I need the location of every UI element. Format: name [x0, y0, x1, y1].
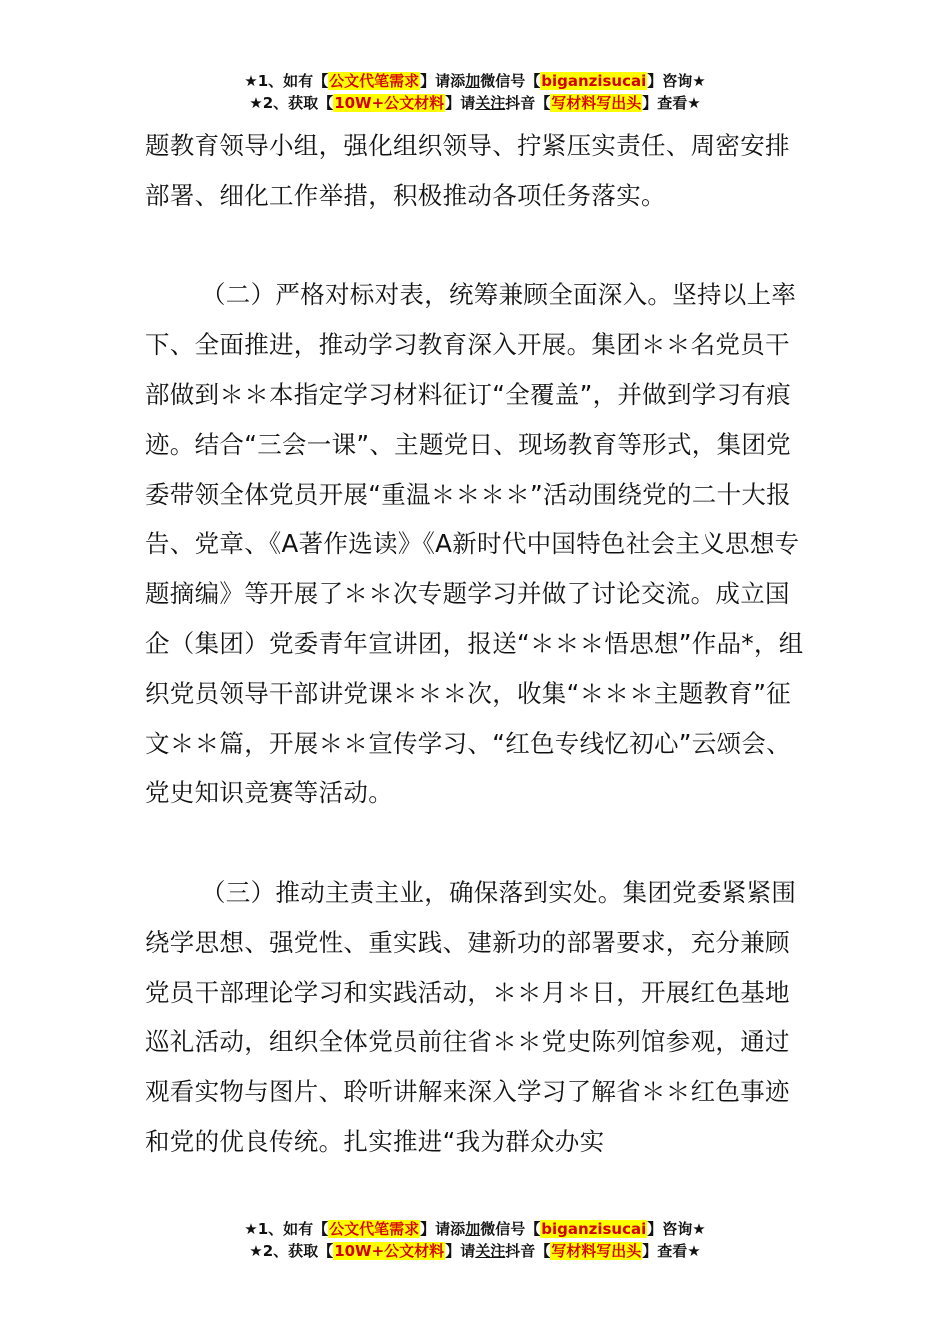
- paragraph-spacer: [145, 818, 810, 868]
- header-banner-line-1: ★1、如有【公文代笔需求】请添加微信号【biganzisucai】咨询★: [244, 72, 706, 90]
- paragraph-3: （三）推动主责主业，确保落到实处。集团党委紧紧围绕学思想、强党性、重实践、建新功的部署要求，充分兼顾党员干部理论学习和实践活动，＊＊月＊日，开展红色基地巡礼活动，组织全体党员前往省＊＊党史陈列馆参观，通过观看实物与图片、聆听讲解来深入学习了解省＊＊红色事迹和党的优良传统。扎实推进“我为群众办实: [145, 877, 797, 1156]
- footer-banner: [0, 1218, 950, 1262]
- document-body: [145, 121, 810, 1167]
- douyin-highlight: 写材料写出头: [551, 1242, 642, 1260]
- douyin-highlight: 写材料写出头: [551, 94, 642, 112]
- materials-highlight: 10W+公文材料: [334, 94, 445, 112]
- header-banner: [0, 70, 950, 114]
- footer-banner-line-1: ★1、如有【公文代笔需求】请添加微信号【biganzisucai】咨询★: [244, 1220, 706, 1238]
- header-banner-line-2: ★2、获取【10W+公文材料】请关注抖音【写材料写出头】查看★: [249, 94, 701, 112]
- service-highlight: 公文代笔需求: [329, 1220, 420, 1238]
- footer-banner-line-2: ★2、获取【10W+公文材料】请关注抖音【写材料写出头】查看★: [249, 1242, 701, 1260]
- service-highlight: 公文代笔需求: [329, 72, 420, 90]
- paragraph-1: 题教育领导小组，强化组织领导、拧紧压实责任、周密安排部署、细化工作举措，积极推动各项任务落实。: [145, 131, 790, 210]
- paragraph-spacer: [145, 221, 810, 271]
- materials-highlight: 10W+公文材料: [334, 1242, 445, 1260]
- paragraph-2: （二）严格对标对表，统筹兼顾全面深入。坚持以上率下、全面推进，推动学习教育深入开展。集团＊＊名党员干部做到＊＊本指定学习材料征订“全覆盖”，并做到学习有痕迹。结合“三会一课”、主题党日、现场教育等形式，集团党委带领全体党员开展“重温＊＊＊＊”活动围绕党的二十大报告、党章、《A著作选读》《A新时代中国特色社会主义思想专题摘编》等开展了＊＊次专题学习并做了讨论交流。成立国企（集团）党委青年宣讲团，报送“＊＊＊悟思想”作品*，组织党员领导干部讲党课＊＊＊次，收集“＊＊＊主题教育”征文＊＊篇，开展＊＊宣传学习、“红色专线忆初心”云颂会、党史知识竞赛等活动。: [145, 280, 804, 808]
- wechat-id-highlight: biganzisucai: [541, 1220, 647, 1238]
- wechat-id-highlight: biganzisucai: [541, 72, 647, 90]
